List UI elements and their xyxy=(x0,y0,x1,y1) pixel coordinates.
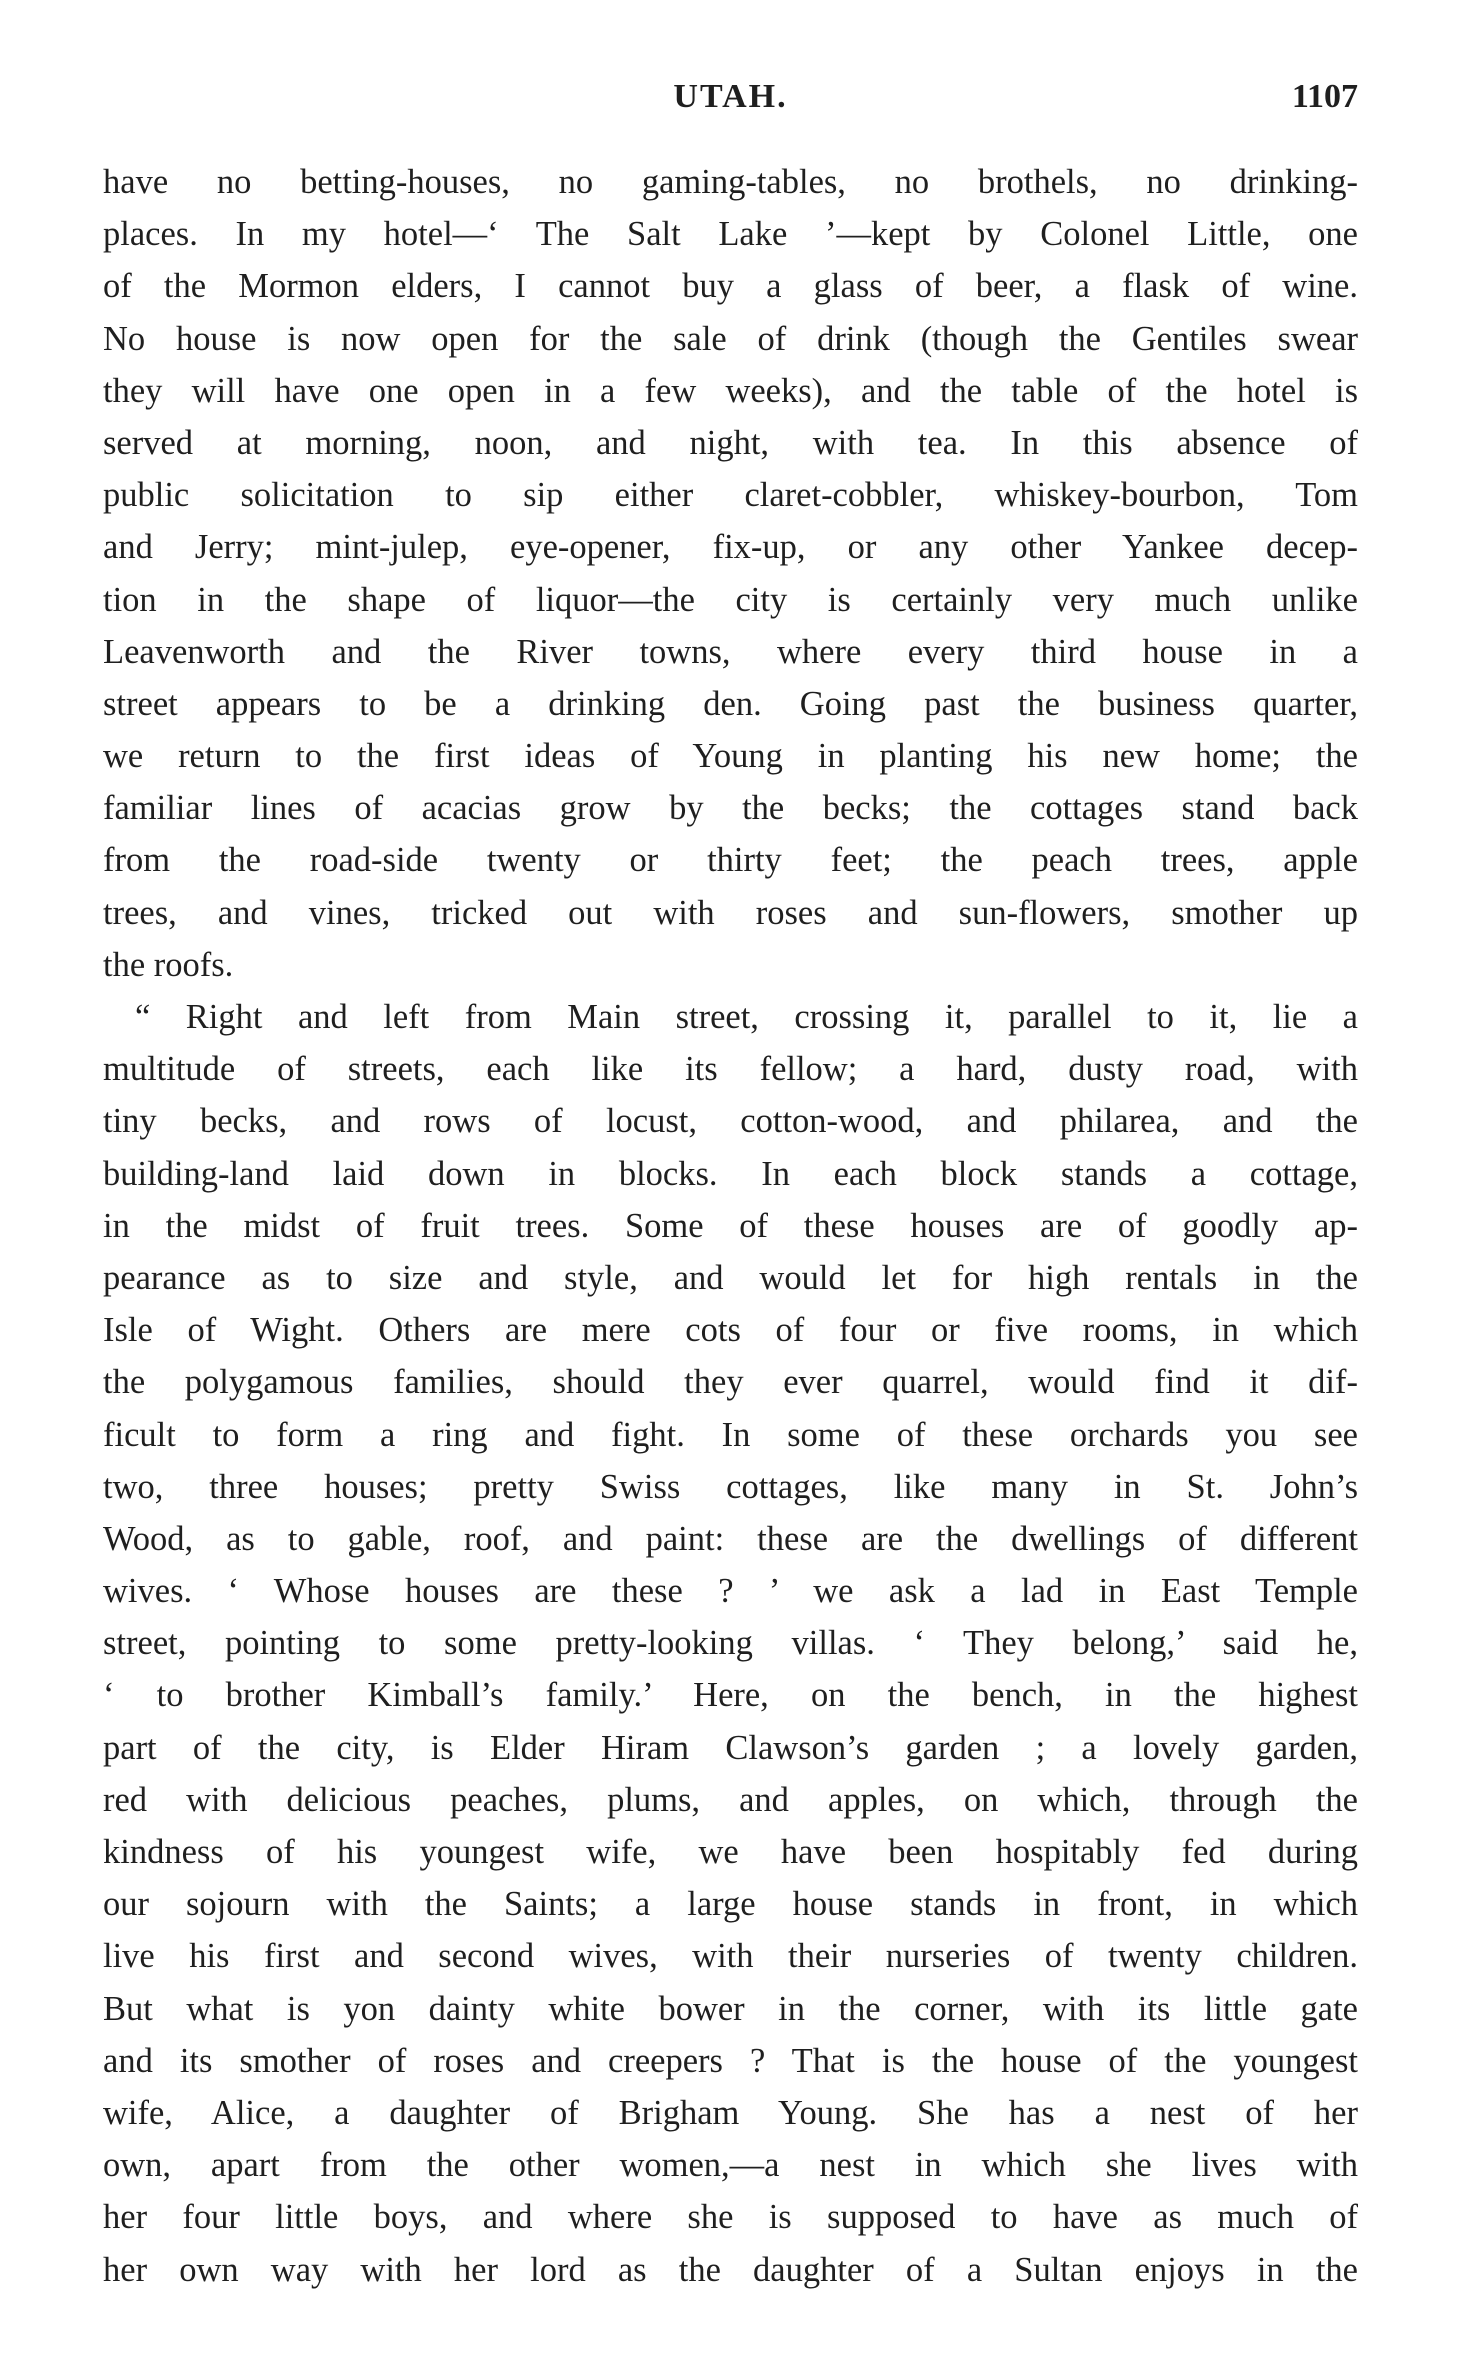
text-line: familiar lines of acacias grow by the becks; the cottages stand back xyxy=(103,789,1358,828)
text-line: multitude of streets, each like its fellow; a hard, dusty road, with xyxy=(103,1050,1358,1089)
text-line: the polygamous families, should they ever quarrel, would find it dif- xyxy=(103,1363,1358,1402)
text-line: ficult to form a ring and fight. In some of these orchards you see xyxy=(103,1415,1358,1454)
text-line: her four little boys, and where she is supposed to have as much of xyxy=(103,2198,1358,2237)
text-line: the roofs. xyxy=(103,945,234,984)
text-line: tion in the shape of liquor—the city is certainly very much unlike xyxy=(103,580,1358,619)
text-line: Isle of Wight. Others are mere cots of four or five rooms, in which xyxy=(103,1311,1358,1350)
text-line: red with delicious peaches, plums, and apples, on which, through the xyxy=(103,1780,1358,1819)
text-line: public solicitation to sip either claret-cobbler, whiskey-bourbon, Tom xyxy=(103,476,1358,515)
text-line: ‘ to brother Kimball’s family.’ Here, on the bench, in the highest xyxy=(103,1676,1358,1715)
text-line: wife, Alice, a daughter of Brigham Young. She has a nest of her xyxy=(103,2093,1358,2132)
text-line: places. In my hotel—‘ The Salt Lake ’—kept by Colonel Little, one xyxy=(103,215,1358,254)
text-line: But what is yon dainty white bower in the corner, with its little gate xyxy=(103,1989,1358,2028)
text-line: trees, and vines, tricked out with roses and sun-flowers, smother up xyxy=(103,893,1358,932)
text-line: and Jerry; mint-julep, eye-opener, fix-up, or any other Yankee decep- xyxy=(103,528,1358,567)
text-line: pearance as to size and style, and would let for high rentals in the xyxy=(103,1258,1358,1297)
text-line: served at morning, noon, and night, with tea. In this absence of xyxy=(103,423,1358,462)
text-line: building-land laid down in blocks. In each block stands a cottage, xyxy=(103,1154,1358,1193)
text-line: we return to the first ideas of Young in planting his new home; the xyxy=(103,737,1358,776)
text-line: Wood, as to gable, roof, and paint: these are the dwellings of different xyxy=(103,1519,1358,1558)
text-line: have no betting-houses, no gaming-tables, no brothels, no drinking- xyxy=(103,163,1358,201)
text-line: own, apart from the other women,—a nest in which she lives with xyxy=(103,2146,1358,2185)
text-line: kindness of his youngest wife, we have been hospitably fed during xyxy=(103,1833,1358,1871)
text-line: live his first and second wives, with their nurseries of twenty children. xyxy=(103,1937,1358,1976)
running-title: UTAH. xyxy=(673,78,788,115)
text-line: No house is now open for the sale of drink (though the Gentiles swear xyxy=(103,319,1358,358)
text-line: wives. ‘ Whose houses are these ? ’ we ask a lad in East Temple xyxy=(103,1572,1358,1611)
text-line: two, three houses; pretty Swiss cottages, like many in St. John’s xyxy=(103,1467,1358,1506)
page-header xyxy=(103,78,1358,124)
text-line: street, pointing to some pretty-looking villas. ‘ They belong,’ said he, xyxy=(103,1624,1358,1663)
text-line: street appears to be a drinking den. Going past the business quarter, xyxy=(103,684,1358,723)
text-line: “ Right and left from Main street, crossing it, parallel to it, lie a xyxy=(135,998,1358,1036)
text-line: tiny becks, and rows of locust, cotton-wood, and philarea, and the xyxy=(103,1102,1358,1141)
body-text xyxy=(103,156,1358,2296)
text-line: of the Mormon elders, I cannot buy a glass of beer, a flask of wine. xyxy=(103,267,1358,306)
text-line: her own way with her lord as the daughter of a Sultan enjoys in the xyxy=(103,2250,1358,2289)
text-line: from the road-side twenty or thirty feet; the peach trees, apple xyxy=(103,841,1358,880)
page-number: 1107 xyxy=(1291,78,1358,115)
text-line: part of the city, is Elder Hiram Clawson’s garden ; a lovely garden, xyxy=(103,1728,1358,1767)
text-line: Leavenworth and the River towns, where every third house in a xyxy=(103,632,1358,671)
text-line: in the midst of fruit trees. Some of these houses are of goodly ap- xyxy=(103,1206,1358,1245)
text-line: our sojourn with the Saints; a large house stands in front, in which xyxy=(103,1885,1358,1924)
text-line: they will have one open in a few weeks), and the table of the hotel is xyxy=(103,371,1358,410)
text-line: and its smother of roses and creepers ? That is the house of the youngest xyxy=(103,2041,1358,2080)
